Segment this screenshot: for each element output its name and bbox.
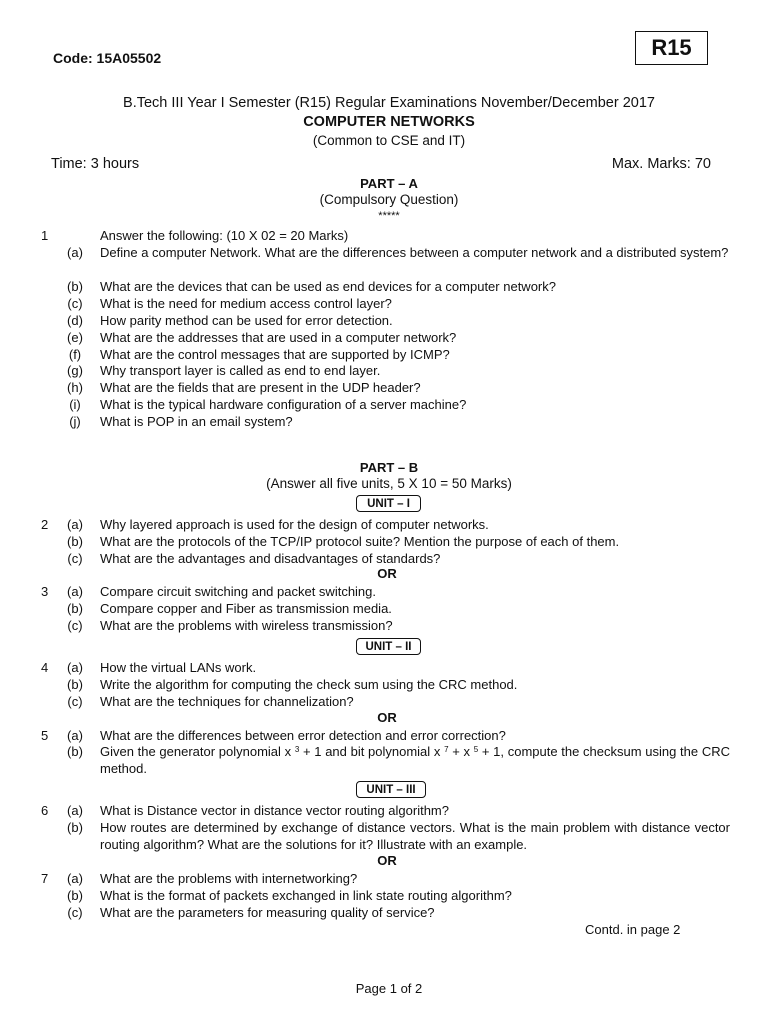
question-text: Write the algorithm for computing the check sum using the CRC method. [100,677,518,692]
separator-stars: ***** [378,210,400,222]
or-separator: OR [377,710,397,725]
sub-label: (c) [67,905,83,920]
question-text: Why transport layer is called as end to end layer. [100,363,381,378]
part-a-title: PART – A [360,176,418,191]
max-marks-label: Max. Marks: 70 [611,156,711,172]
question-text: What are the problems with wireless transmission? [100,618,393,633]
question-number: 2 [41,517,49,532]
sub-label: (e) [67,330,83,345]
sub-label: (b) [67,888,83,903]
paper-code: Code: 15A05502 [53,50,162,66]
question-text: What are the advantages and disadvantages of standards? [100,551,441,566]
question-text: Compare circuit switching and packet switching. [100,584,377,599]
sub-label: (a) [67,728,83,743]
question-text: What are the problems with internetworking? [100,871,358,886]
sub-label: (a) [67,660,83,675]
sub-label: (c) [67,694,83,709]
continued-note: Contd. in page 2 [585,922,681,937]
question-text: Why layered approach is used for the design of computer networks. [100,517,489,532]
sub-label: (a) [67,871,83,886]
sub-label: (c) [67,296,83,311]
question-text: What are the devices that can be used as end devices for a computer network? [100,279,556,294]
time-label: Time: 3 hours [51,156,140,172]
question-text-polynomial: Given the generator polynomial x $^3$ + 1 and bit polynomial x $^7$ + x $^5$ + 1, compute the checksum using the CRC method. [100,744,730,776]
question-text: What is POP in an email system? [100,414,293,429]
sub-label: (a) [67,517,83,532]
or-separator: OR [377,566,397,581]
question-text: What is Distance vector in distance vector routing algorithm? [100,803,449,818]
part-b-subtitle: (Answer all five units, 5 X 10 = 50 Marks) [266,476,512,491]
sub-label: (j) [69,414,81,429]
common-branches: (Common to CSE and IT) [312,133,466,148]
sub-label: (i) [69,397,81,412]
unit-2-label: UNIT – II [356,638,421,655]
exponent: 7 [444,745,449,754]
sub-label: (h) [67,380,83,395]
question-text: What are the techniques for channelization? [100,694,354,709]
question-number: 5 [41,728,49,743]
sub-label: (b) [67,820,83,835]
question-text: How the virtual LANs work. [100,660,257,675]
sub-label: (g) [67,363,83,378]
sub-label: (b) [67,677,83,692]
question-number: 7 [41,871,49,886]
sub-label: (b) [67,601,83,616]
question-text: How routes are determined by exchange of distance vectors. What is the main problem with distance vector routing algorithm? What are the solutions for it? Illustrate with an example. [100,820,730,852]
sub-label: (b) [67,279,83,294]
question-number: 6 [41,803,49,818]
unit-3-label: UNIT – III [356,781,426,798]
question-number: 3 [41,584,49,599]
question-text: What are the control messages that are supported by ICMP? [100,347,450,362]
question-text: What is the typical hardware configuration of a server machine? [100,397,467,412]
page-number: Page 1 of 2 [355,981,423,996]
subject-title: COMPUTER NETWORKS [303,114,475,130]
sub-label: (b) [67,534,83,549]
exponent: 3 [294,745,300,754]
sub-label: (c) [67,551,83,566]
question-text: What are the fields that are present in the UDP header? [100,380,421,395]
sub-label: (c) [67,618,83,633]
sub-label: (b) [67,744,83,759]
question-text: What are the protocols of the TCP/IP protocol suite? Mention the purpose of each of them. [100,534,620,549]
question-text: What is the need for medium access control layer? [100,296,392,311]
question-text: Compare copper and Fiber as transmission media. [100,601,392,616]
question-number: 1 [41,228,49,243]
sub-label: (d) [67,313,83,328]
sub-label: (a) [67,245,83,260]
exponent: 5 [473,745,479,754]
question-text: What are the parameters for measuring quality of service? [100,905,435,920]
exam-title: B.Tech III Year I Semester (R15) Regular Examinations November/December 2017 [123,95,655,111]
sub-label: (a) [67,803,83,818]
sub-label: (a) [67,584,83,599]
question-text: How parity method can be used for error detection. [100,313,393,328]
question-text: What are the differences between error detection and error correction? [100,728,506,743]
sub-label: (f) [68,347,82,362]
regulation-box: R15 [635,31,708,65]
or-separator: OR [377,853,397,868]
question-text: Define a computer Network. What are the differences between a computer network and a distributed system? [100,245,729,260]
question-text: What are the addresses that are used in a computer network? [100,330,457,345]
unit-1-label: UNIT – I [356,495,421,512]
part-a-subtitle: (Compulsory Question) [319,192,459,207]
question-text: What is the format of packets exchanged in link state routing algorithm? [100,888,512,903]
part-b-title: PART – B [359,460,419,475]
question-instruction: Answer the following: (10 X 02 = 20 Marks) [100,228,349,243]
question-number: 4 [41,660,49,675]
